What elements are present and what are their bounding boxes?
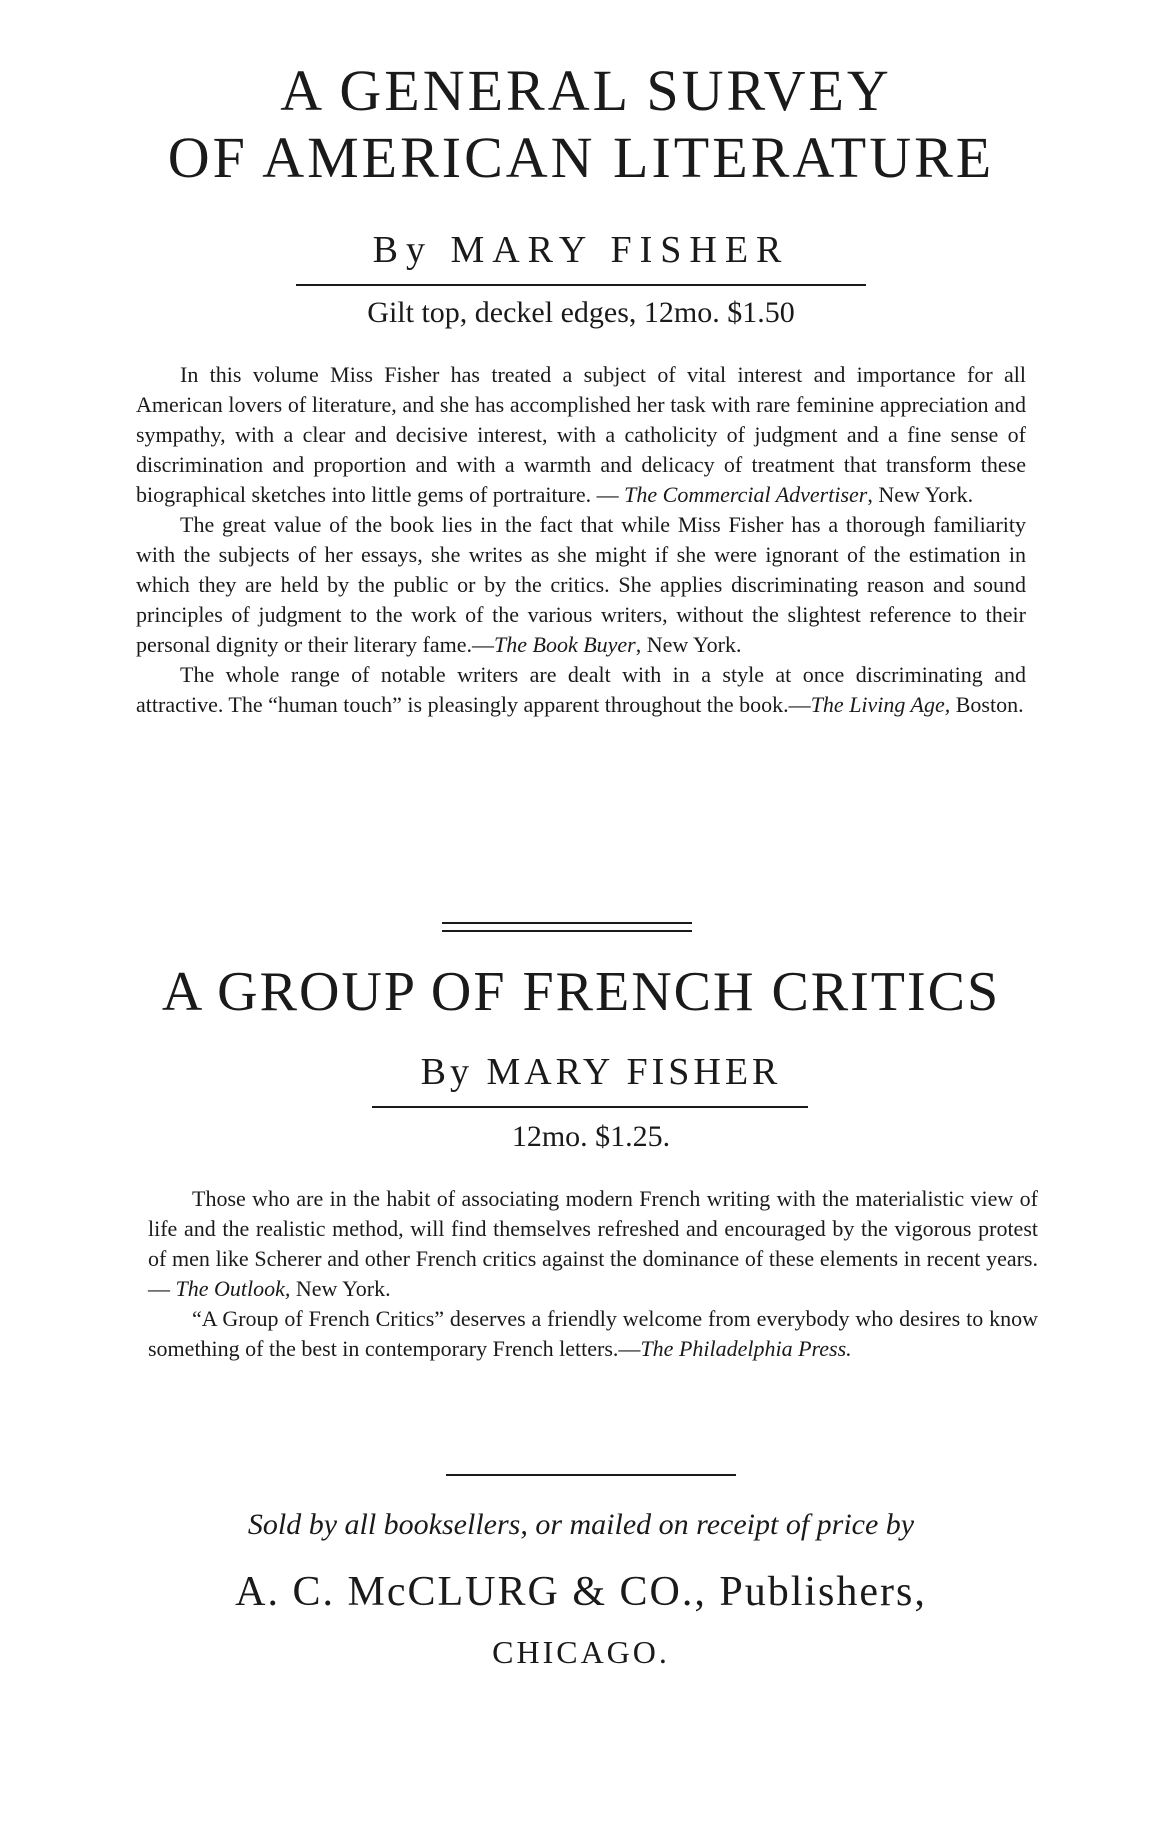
book1-review-1-text: In this volume Miss Fisher has treated a subject of vital interest and importance for all American lovers of literature, and she has accomplished her task with rare feminine appreciation and sympathy, with a clear and decisive interest, with a catholicity of judgment and a fine sense of discrimination and proportion and with a warmth and delicacy of treatment that transform these biographical sketches into little gems of portraiture. —	[136, 362, 1026, 507]
book2-title-block	[0, 960, 1162, 1024]
publisher-name: A. C. McCLURG & CO., Publishers,	[235, 1569, 927, 1615]
book1-review-2	[136, 510, 1026, 660]
book2-review-1	[148, 1184, 1038, 1304]
publisher-block	[0, 1568, 1162, 1616]
book1-byline-rule	[296, 284, 866, 286]
book2-review-1-place: New York.	[290, 1276, 391, 1301]
book1-price-line: Gilt top, deckel edges, 12mo. $1.50	[367, 296, 795, 329]
book1-title-line1: A GENERAL SURVEY	[280, 58, 892, 123]
book2-price-block	[0, 1120, 1162, 1154]
book2-review-2	[148, 1304, 1038, 1364]
book2-title: A GROUP OF FRENCH CRITICS	[161, 961, 1001, 1023]
book1-review-3	[136, 660, 1026, 720]
book1-byline: By MARY FISHER	[372, 229, 790, 271]
book1-review-2-source: The Book Buyer	[494, 632, 636, 657]
publisher-city: CHICAGO.	[492, 1634, 670, 1670]
book1-review-3-source: The Living Age,	[810, 692, 951, 717]
book2-byline-block	[0, 1050, 1162, 1094]
book1-review-3-text: The whole range of notable writers are dealt with in a style at once discriminating and attractive. The “human touch” is pleasingly apparent throughout the book.—	[136, 662, 1026, 717]
book1-reviews	[136, 360, 1026, 720]
book2-review-2-source: The Philadelphia Press.	[640, 1336, 852, 1361]
book2-byline-rule	[372, 1106, 808, 1108]
footer-rule	[446, 1474, 736, 1476]
book1-review-2-place: , New York.	[635, 632, 742, 657]
book1-review-1-source: The Commercial Advertiser	[624, 482, 868, 507]
book2-byline: By MARY FISHER	[420, 1051, 782, 1093]
book1-review-2-text: The great value of the book lies in the fact that while Miss Fisher has a thorough familiarity with the subjects of her essays, she writes as she might if she were ignorant of the estimation in which they are held by the public or by the critics. She applies discriminating reason and sound principles of judgment to the work of the various writers, without the slightest reference to their personal dignity or their literary fame.—	[136, 512, 1026, 657]
book1-review-3-place: Boston.	[950, 692, 1024, 717]
book1-byline-block	[0, 228, 1162, 272]
book2-review-2-text: “A Group of French Critics” deserves a friendly welcome from everybody who desires to know something of the best in contemporary French letters.—	[148, 1306, 1038, 1361]
sold-line: Sold by all booksellers, or mailed on receipt of price by	[247, 1508, 915, 1541]
sold-block	[0, 1508, 1162, 1542]
book2-reviews	[148, 1184, 1038, 1364]
book1-review-1-place: , New York.	[867, 482, 974, 507]
book2-review-1-text: Those who are in the habit of associating modern French writing with the materialistic view of life and the realistic method, will find themselves refreshed and encouraged by the vigorous protest of men like Scherer and other French critics against the dominance of these elements in recent years. —	[148, 1186, 1038, 1301]
book1-review-1	[136, 360, 1026, 510]
section-separator	[442, 922, 692, 932]
book1-title-line2: OF AMERICAN LITERATURE	[167, 124, 995, 190]
book1-price-block	[0, 296, 1162, 330]
book2-price-line: 12mo. $1.25.	[511, 1120, 671, 1153]
city-block	[0, 1634, 1162, 1671]
book2-review-1-source: The Outlook,	[175, 1276, 291, 1301]
book1-title-block	[0, 58, 1162, 191]
